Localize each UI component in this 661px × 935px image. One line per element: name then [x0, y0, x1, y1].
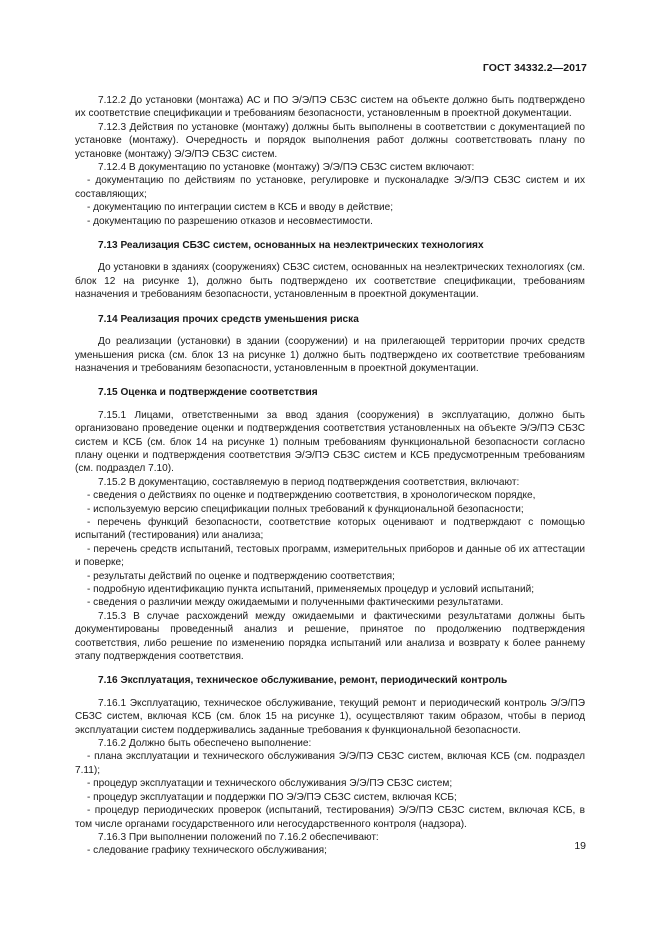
list-item: - документацию по действиям по установке, регулировке и пусконаладке Э/Э/ПЭ СБЗС систем и их составляющих; — [75, 175, 585, 200]
paragraph: 7.15.3 В случае расхождений между ожидаемыми и фактическими результатами должны быть документированы проведенный анализ и решение, принятое по продолжению подтверждения соответствия, либо решение по изменению порядка испытаний или анализа и возврату к более раннему этапу подтверждения соответствия. — [75, 610, 585, 663]
section-heading-7-13: 7.13 Реализация СБЗС систем, основанных на неэлектрических технологиях — [98, 240, 484, 252]
paragraph: 7.16.1 Эксплуатацию, техническое обслуживание, текущий ремонт и периодический контроль Э/Э/ПЭ СБЗС систем, включая КСБ (см. блок 15 на рисунке 1), осуществляют таким образом, чтобы в период эксплуатации систем поддерживались заданные требования к функциональной безопасности. — [75, 697, 585, 736]
list-item: - сведения о действиях по оценке и подтверждению соответствия, в хронологическом порядке, — [87, 490, 536, 502]
paragraph: До реализации (установки) в здании (сооружении) и на прилегающей территории прочих средств уменьшения риска (см. блок 13 на рисунке 1) должно быть подтверждено их соответствие требованиям назначения и требованиям безопасности, установленным в проектной документации. — [75, 336, 585, 374]
standard-code-header: ГОСТ 34332.2—2017 — [482, 62, 587, 74]
document-body — [75, 94, 585, 858]
list-item: - используемую версию спецификации полных требований к функциональной безопасности; — [87, 503, 524, 515]
list-item: - результаты действий по оценке и подтверждению соответствия; — [87, 570, 395, 582]
page-number: 19 — [574, 840, 586, 852]
paragraph: 7.16.2 Должно быть обеспечено выполнение: — [98, 738, 312, 750]
list-item: - документацию по разрешению отказов и несовместимости. — [87, 215, 373, 227]
paragraph: 7.16.3 При выполнении положений по 7.16.2 обеспечивают: — [98, 831, 379, 843]
section-heading-7-15: 7.15 Оценка и подтверждение соответствия — [98, 387, 318, 399]
paragraph: 7.12.2 До установки (монтажа) АС и ПО Э/Э/ПЭ СБЗС систем на объекте должно быть подтверждено их соответствие спецификации и требованиям безопасности, установленным в проектной документации. — [75, 95, 585, 120]
list-item: - процедур эксплуатации и поддержки ПО Э/Э/ПЭ СБЗС систем, включая КСБ; — [87, 791, 457, 803]
list-item: - процедур эксплуатации и технического обслуживания Э/Э/ПЭ СБЗС систем; — [87, 778, 453, 790]
list-item: - перечень средств испытаний, тестовых программ, измерительных приборов и данные об их аттестации и поверке; — [75, 543, 585, 569]
paragraph: 7.15.1 Лицами, ответственными за ввод здания (сооружения) в эксплуатацию, должно быть организовано проведение оценки и подтверждения соответствия установленных на объекте Э/Э/ПЭ СБЗС систем и КСБ (см. блок 14 на рисунке 1) полным требованиям функциональной безопасности согласно плану оценки и подтверждения соответствия Э/Э/ПЭ СБЗС систем и КСБ предусмотренным требованиям (см. подраздел 7.10). — [75, 409, 585, 475]
list-item: - следование графику технического обслуживания; — [87, 845, 327, 857]
list-item: - сведения о различии между ожидаемыми и полученными фактическими результатами. — [87, 597, 504, 609]
list-item: - подробную идентификацию пункта испытаний, применяемых процедур и условий испытаний; — [87, 584, 535, 595]
paragraph: До установки в зданиях (сооружениях) СБЗС систем, основанных на неэлектрических технологиях (см. блок 12 на рисунке 1), должно быть подтверждено их соответствие спецификации, требованиям назначения и требованиям безопасности, установленным в проектной документации. — [75, 262, 585, 301]
section-heading-7-14: 7.14 Реализация прочих средств уменьшения риска — [98, 313, 359, 325]
paragraph: 7.12.3 Действия по установке (монтажу) должны быть выполнены в соответствии с документацией по установке (монтажу). Очередность и порядок выполнения работ должны соответствовать плану по установке (монтажу) Э/Э/ПЭ СБЗС систем. — [75, 121, 585, 160]
paragraph: 7.15.2 В документацию, составляемую в период подтверждения соответствия, включают: — [98, 476, 520, 488]
paragraph: 7.12.4 В документацию по установке (монтажу) Э/Э/ПЭ СБЗС систем включают: — [98, 162, 475, 174]
list-item: - процедур периодических проверок (испытаний, тестирования) Э/Э/ПЭ СБЗС систем, включая КСБ, в том числе органами государственного или негосударственного контроля (надзора). — [75, 805, 585, 830]
list-item: - перечень функций безопасности, соответствие которых оценивают и подтверждают с помощью испытаний (тестирования) или анализа; — [75, 516, 585, 542]
list-item: - плана эксплуатации и технического обслуживания Э/Э/ПЭ СБЗС систем, включая КСБ (см. подраздел 7.11); — [75, 751, 585, 776]
section-heading-7-16: 7.16 Эксплуатация, техническое обслуживание, ремонт, периодический контроль — [98, 675, 508, 687]
list-item: - документацию по интеграции систем в КСБ и вводу в действие; — [87, 202, 394, 214]
